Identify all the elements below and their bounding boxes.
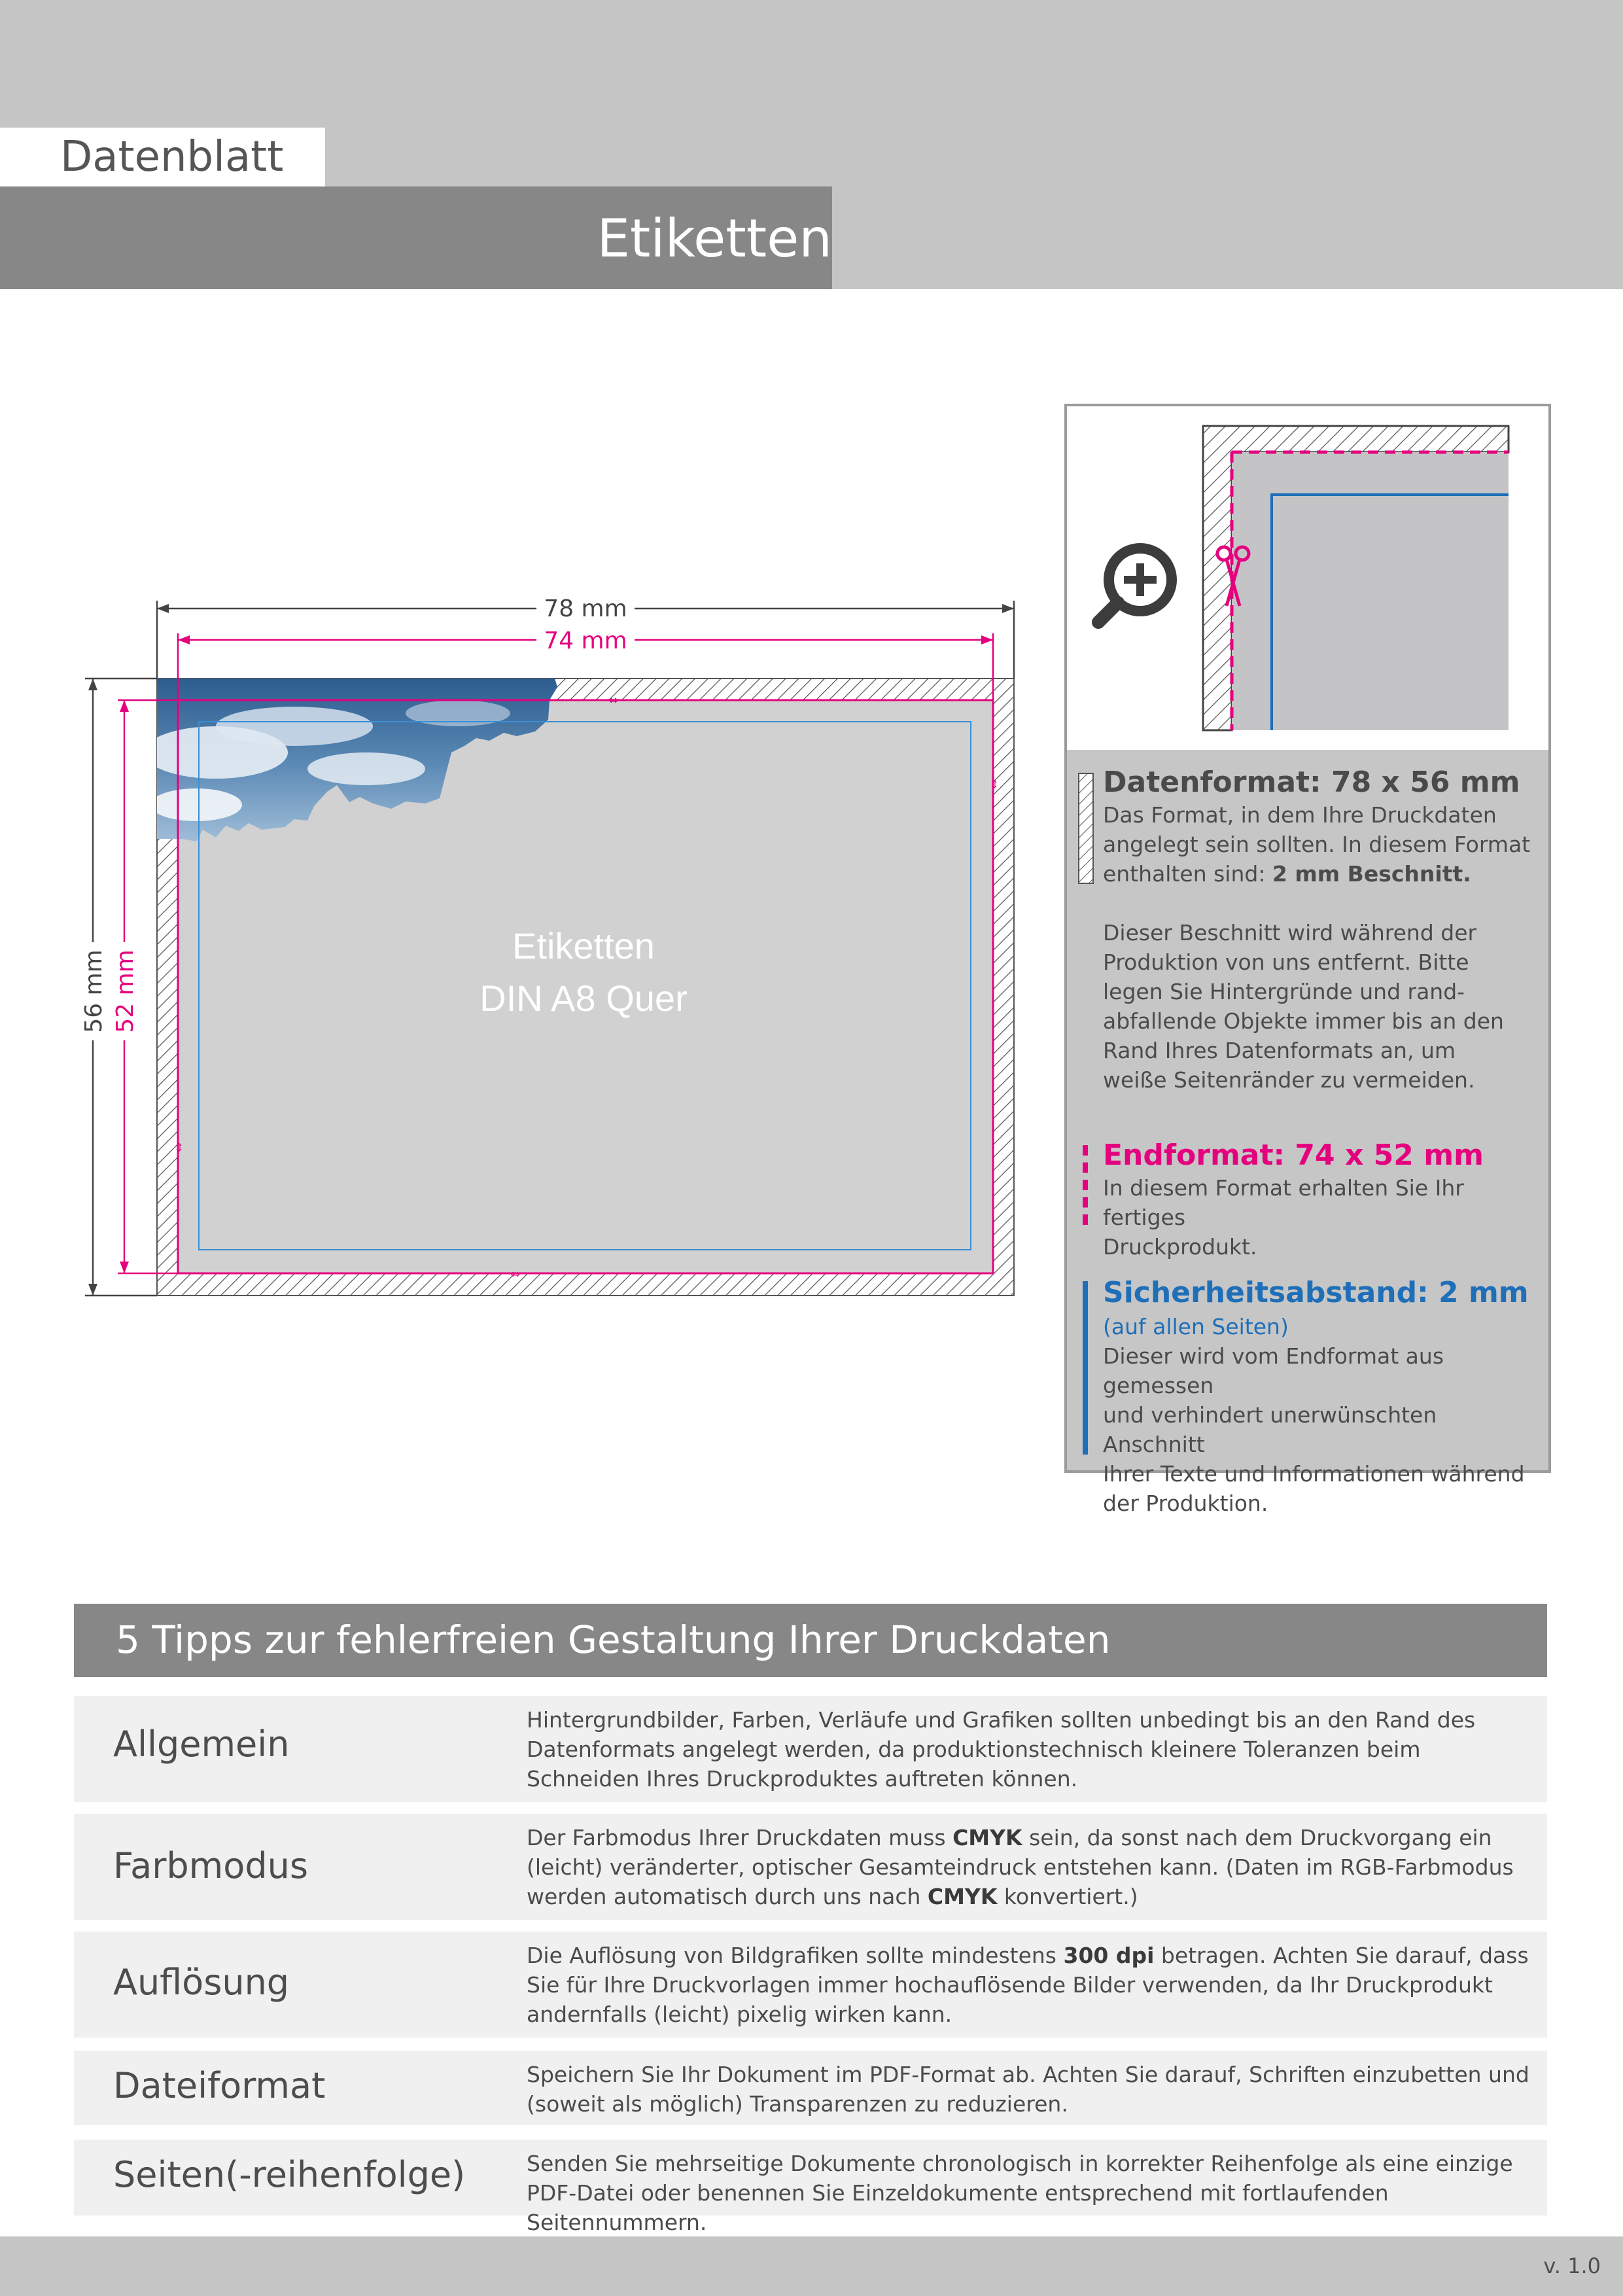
datenformat-bold: 2 mm Beschnitt. xyxy=(1272,861,1471,887)
sicherheit-marker xyxy=(1083,1281,1088,1455)
zoom-icon xyxy=(1098,548,1172,622)
dim-78mm: 78 mm xyxy=(544,595,627,622)
tip-text xyxy=(527,2060,1534,2119)
tip-text xyxy=(527,2149,1534,2237)
page-title: Etiketten xyxy=(597,208,832,269)
tip-span: Speichern Sie Ihr Dokument im PDF-Format ab. Achten Sie darauf, Schriften einzubetten und (soweit als möglich) Transparenzen zu reduzieren. xyxy=(527,2062,1529,2117)
product-label-line1: Etiketten xyxy=(512,925,655,966)
tip-text xyxy=(527,1823,1534,1911)
endformat-marker xyxy=(1083,1145,1088,1225)
tip-text xyxy=(527,1941,1534,2029)
datenblatt-label: Datenblatt xyxy=(60,133,284,181)
tip-row-farbmodus xyxy=(74,1814,1547,1920)
tip-bold: CMYK xyxy=(927,1884,998,1909)
tip-span: Der Farbmodus Ihrer Druckdaten muss xyxy=(527,1825,953,1850)
format-diagram xyxy=(0,576,1047,1309)
tip-row-aufloesung xyxy=(74,1932,1547,2038)
tip-label: Dateiformat xyxy=(113,2065,326,2106)
tip-span: Die Auflösung von Bildgrafiken sollte mindestens xyxy=(527,1943,1064,1968)
sicherheit-subtitle: (auf allen Seiten) xyxy=(1103,1314,1289,1339)
product-label-line2: DIN A8 Quer xyxy=(480,978,688,1019)
endformat-text: In diesem Format erhalten Sie Ihr fertiges Druckprodukt. xyxy=(1103,1175,1464,1260)
svg-text:⇔: ⇔ xyxy=(510,1267,521,1281)
tip-label: Auflösung xyxy=(113,1962,290,2003)
sicherheit-text: Dieser wird vom Endformat aus gemessen und verhindert unerwünschten Anschnitt Ihrer Texte und Informationen während der Produktion. xyxy=(1103,1343,1525,1516)
dim-52mm: 52 mm xyxy=(112,949,139,1033)
footer-band xyxy=(0,2236,1623,2296)
svg-text:⇔: ⇔ xyxy=(608,694,619,707)
svg-text:⇕: ⇕ xyxy=(174,1141,184,1155)
tip-text xyxy=(527,1705,1534,1793)
tip-span: betragen. Achten Sie darauf, dass Sie für Ihre Druckvorlagen immer hochauflösende Bilder verwenden, da Ihr Druckprodukt andernfalls (leicht) pixelig wirken kann. xyxy=(527,1943,1529,2027)
beschnitt-text: Dieser Beschnitt wird während der Produktion von uns entfernt. Bitte legen Sie Hintergründe und rand- abfallende Objekte immer bis an den Rand Ihres Datenformats an, um weiße Seitenränder zu vermeiden. xyxy=(1103,920,1504,1093)
tip-label: Seiten(-reihenfolge) xyxy=(113,2154,466,2195)
tip-bold: CMYK xyxy=(952,1825,1022,1850)
svg-text:⇕: ⇕ xyxy=(989,778,1000,792)
datenformat-title: Datenformat: 78 x 56 mm xyxy=(1103,766,1520,799)
tip-row-seiten xyxy=(74,2140,1547,2235)
tip-label: Farbmodus xyxy=(113,1845,308,1886)
tip-span: sein, da sonst nach dem Druckvorgang ein (leicht) veränderter, optischer Gesamteindruck entstehen kann. (Daten im RGB-Farbmodus werden automatisch durch uns nach xyxy=(527,1825,1514,1909)
tip-row-allgemein xyxy=(74,1696,1547,1802)
tip-span: Hintergrundbilder, Farben, Verläufe und Grafiken sollten unbedingt bis an den Rand des Datenformats angelegt werden, da produktionstechnisch kleinere Toleranzen beim Schneiden Ihres Druckproduktes auftreten können. xyxy=(527,1707,1476,1792)
tip-bold: 300 dpi xyxy=(1063,1943,1155,1968)
dim-74mm: 74 mm xyxy=(544,627,627,654)
sicherheit-title: Sicherheitsabstand: 2 mm xyxy=(1103,1276,1529,1309)
datenformat-marker xyxy=(1077,772,1096,885)
tip-label: Allgemein xyxy=(113,1723,290,1765)
tips-title: 5 Tipps zur fehlerfreien Gestaltung Ihrer Druckdaten xyxy=(116,1617,1111,1662)
tip-span: Senden Sie mehrseitige Dokumente chronologisch in korrekter Reihenfolge als eine einzige PDF-Datei oder benennen Sie Einzeldokumente entsprechend mit fortlaufenden Seitennummern. xyxy=(527,2151,1513,2235)
zoom-detail xyxy=(1067,406,1548,750)
datenformat-text: Das Format, in dem Ihre Druckdaten angelegt sein sollten. In diesem Format enthalten sind: 2 mm Beschnitt. xyxy=(1103,802,1531,887)
endformat-title: Endformat: 74 x 52 mm xyxy=(1103,1139,1484,1172)
tip-span: konvertiert.) xyxy=(997,1884,1138,1909)
version-label: v. 1.0 xyxy=(1543,2253,1601,2278)
dim-56mm: 56 mm xyxy=(80,949,107,1033)
tip-row-dateiformat xyxy=(74,2051,1547,2125)
